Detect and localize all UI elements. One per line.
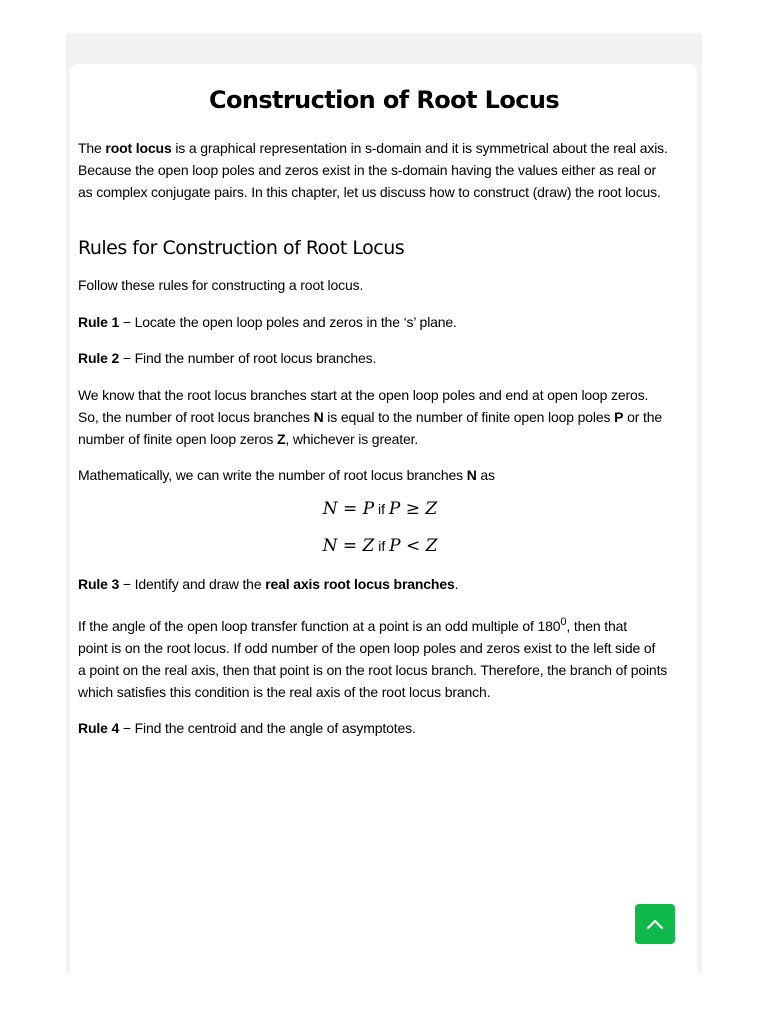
eq2-if: if: [374, 538, 390, 554]
angle-line4: which satisfies this condition is the real axis of the root locus branch.: [78, 684, 491, 700]
intro-line2: Because the open loop poles and zeros exist in the s-domain having the values either as real or: [78, 162, 657, 178]
rule-3-bold: real axis root locus branches: [265, 576, 455, 592]
section-heading: Rules for Construction of Root Locus: [78, 237, 405, 259]
intro-line3: as complex conjugate pairs. In this chapter, let us discuss how to construct (draw) the root locus.: [78, 184, 661, 200]
branches-line2a: So, the number of root locus branches: [78, 409, 314, 425]
intro-bold-term: root locus: [105, 140, 172, 156]
rule-1-label: Rule 1: [78, 314, 120, 330]
branches-line3a: number of finite open loop zeros: [78, 431, 277, 447]
angle-paragraph: [78, 615, 692, 703]
eq2-lhs: N = Z: [322, 536, 375, 556]
rule-2-text: − Find the number of root locus branches.: [119, 350, 377, 366]
rule-4-text: − Find the centroid and the angle of asymptotes.: [119, 720, 416, 736]
angle-line2: point is on the root locus. If odd number of the open loop poles and zeros exist to the left side of: [78, 640, 656, 656]
rule-2: [78, 347, 692, 369]
rule-3-label: Rule 3: [78, 576, 120, 592]
angle-line1a: If the angle of the open loop transfer function at a point is an odd multiple of 180: [78, 618, 561, 634]
page-title: Construction of Root Locus: [208, 86, 560, 114]
branches-line1: We know that the root locus branches start at the open loop poles and end at open loop zeros.: [78, 387, 649, 403]
math-pre: Mathematically, we can write the number of root locus branches: [78, 467, 467, 483]
angle-line1b: , then that: [566, 618, 627, 634]
eq1-lhs: N = P: [322, 499, 375, 519]
branches-N: N: [313, 409, 324, 425]
eq2-rhs: P < Z: [389, 536, 438, 556]
branches-line2b: is equal to the number of finite open loop poles: [323, 409, 615, 425]
intro-line1-rest: is a graphical representation in s-domain and it is symmetrical about the real axis.: [171, 140, 668, 156]
rule-3-end: .: [454, 576, 459, 592]
rule-1: [78, 311, 692, 333]
branches-Z: Z: [276, 431, 286, 447]
branches-line3b: , whichever is greater.: [285, 431, 419, 447]
scroll-to-top-button[interactable]: [635, 904, 675, 944]
rule-2-label: Rule 2: [78, 350, 120, 366]
rule-3: [78, 573, 692, 595]
equation-1: [78, 499, 682, 519]
equation-2: [78, 536, 682, 556]
angle-line3: a point on the real axis, then that point is on the root locus branch. Therefore, the branch of points: [78, 662, 668, 678]
branches-P: P: [614, 409, 624, 425]
rule-1-text: − Locate the open loop poles and zeros in the ‘s’ plane.: [119, 314, 457, 330]
intro-pre: The: [78, 140, 106, 156]
rule-4-label: Rule 4: [78, 720, 120, 736]
follow-text: Follow these rules for constructing a root locus.: [78, 277, 364, 293]
math-N: N: [466, 467, 477, 483]
eq1-if: if: [374, 501, 389, 517]
math-paragraph: [78, 464, 692, 486]
eq1-rhs: P ≥ Z: [388, 499, 438, 519]
math-post: as: [476, 467, 495, 483]
branches-paragraph: [78, 384, 692, 450]
chevron-up-icon: [646, 918, 664, 930]
intro-paragraph: [78, 137, 692, 203]
rule-4: [78, 717, 692, 739]
branches-line2c: or the: [623, 409, 662, 425]
rule-3-text: − Identify and draw the: [119, 576, 266, 592]
angle-superscript: 0: [560, 616, 567, 628]
